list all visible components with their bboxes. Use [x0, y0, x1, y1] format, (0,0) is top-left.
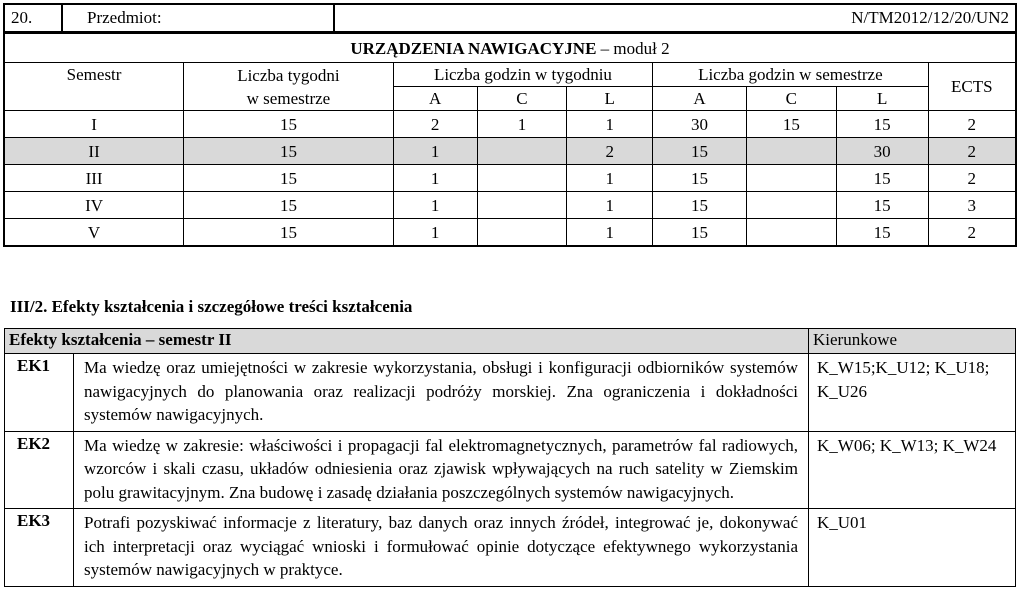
cell-week-a: 1 [393, 192, 477, 219]
table-row [4, 219, 1016, 247]
col-semester: Semestr [4, 63, 184, 111]
cell-semester: V [4, 219, 184, 247]
effects-table [4, 328, 1016, 587]
cell-ects: 2 [928, 138, 1016, 165]
subject-label: Przedmiot: [62, 4, 334, 32]
cell-weeks: 15 [184, 192, 394, 219]
cell-semester: I [4, 111, 184, 138]
sub-sem-a: A [653, 87, 747, 111]
cell-week-c [477, 138, 567, 165]
cell-ects: 2 [928, 219, 1016, 247]
cell-semester: III [4, 165, 184, 192]
schedule-table [3, 32, 1017, 247]
cell-semester: IV [4, 192, 184, 219]
schedule-title-rest: – moduł 2 [596, 38, 670, 58]
sub-week-a: A [393, 87, 477, 111]
col-ects: ECTS [928, 63, 1016, 111]
cell-sem-c [746, 219, 836, 247]
cell-week-l: 1 [567, 219, 653, 247]
schedule-title-bold: URZĄDZENIA NAWIGACYJNE [350, 38, 597, 58]
section-title: III/2. Efekty kształcenia i szczegółowe treści kształcenia [10, 297, 413, 316]
cell-week-a: 2 [393, 111, 477, 138]
cell-sem-a: 15 [653, 192, 747, 219]
cell-sem-c [746, 192, 836, 219]
cell-week-a: 1 [393, 219, 477, 247]
cell-week-a: 1 [393, 138, 477, 165]
effect-kierunkowe: K_U01 [809, 509, 1016, 587]
effect-kierunkowe: K_W06; K_W13; K_W24 [809, 431, 1016, 509]
cell-week-c [477, 219, 567, 247]
subject-code: N/TM2012/12/20/UN2 [334, 4, 1016, 32]
effect-description: Ma wiedzę w zakresie: właściwości i propagacji fal elektromagnetycznych, parametrów fal radiowych, wzorców i skali czasu, układów odniesienia oraz zjawisk wpływających na ruch satelity w Ziemskim polu grawitacyjnym. Zna budowę i zasadę działania poszczególnych systemów nawigacyjnych. [74, 431, 809, 509]
cell-sem-c [746, 165, 836, 192]
cell-sem-c: 15 [746, 111, 836, 138]
cell-sem-l: 15 [836, 111, 928, 138]
effects-header-right: Kierunkowe [809, 329, 1016, 354]
cell-ects: 2 [928, 111, 1016, 138]
cell-week-l: 2 [567, 138, 653, 165]
cell-weeks: 15 [184, 219, 394, 247]
schedule-title [4, 33, 1016, 63]
cell-sem-c [746, 138, 836, 165]
cell-sem-a: 15 [653, 219, 747, 247]
col-weeks-line1: Liczba tygodni [237, 65, 340, 85]
table-row [4, 165, 1016, 192]
cell-week-a: 1 [393, 165, 477, 192]
cell-week-c [477, 165, 567, 192]
sub-sem-c: C [746, 87, 836, 111]
cell-week-c: 1 [477, 111, 567, 138]
cell-weeks: 15 [184, 111, 394, 138]
table-row [4, 192, 1016, 219]
effect-description: Ma wiedzę oraz umiejętności w zakresie wykorzystania, obsługi i konfiguracji odbiorników systemów nawigacyjnych do planowania oraz realizacji podróży morskiej. Zna ograniczenia i dokładności systemów nawigacyjnych. [74, 354, 809, 432]
cell-week-c [477, 192, 567, 219]
subject-number: 20. [4, 4, 62, 32]
col-weeks-line2: w semestrze [246, 88, 331, 108]
col-weeks [184, 63, 394, 111]
effect-row [5, 431, 1016, 509]
sub-week-c: C [477, 87, 567, 111]
col-hours-week: Liczba godzin w tygodniu [393, 63, 652, 87]
cell-sem-l: 15 [836, 165, 928, 192]
effect-row [5, 509, 1016, 587]
cell-sem-l: 30 [836, 138, 928, 165]
cell-sem-l: 15 [836, 219, 928, 247]
cell-sem-a: 30 [653, 111, 747, 138]
sub-week-l: L [567, 87, 653, 111]
cell-week-l: 1 [567, 165, 653, 192]
effects-header-row [5, 329, 1016, 354]
cell-weeks: 15 [184, 165, 394, 192]
effect-code: EK1 [5, 354, 74, 432]
sub-sem-l: L [836, 87, 928, 111]
cell-weeks: 15 [184, 138, 394, 165]
table-row [4, 111, 1016, 138]
cell-week-l: 1 [567, 192, 653, 219]
cell-semester: II [4, 138, 184, 165]
cell-ects: 2 [928, 165, 1016, 192]
effect-description: Potrafi pozyskiwać informacje z literatury, baz danych oraz innych źródeł, integrować je, dokonywać ich interpretacji oraz wyciągać wnioski i formułować opinie dotyczące efektywnego wykorzystania systemów nawigacyjnych w praktyce. [74, 509, 809, 587]
cell-sem-l: 15 [836, 192, 928, 219]
effect-code: EK3 [5, 509, 74, 587]
header-table [3, 3, 1017, 33]
col-hours-semester: Liczba godzin w semestrze [653, 63, 928, 87]
table-row-highlighted [4, 138, 1016, 165]
cell-week-l: 1 [567, 111, 653, 138]
effects-header-left: Efekty kształcenia – semestr II [5, 329, 809, 354]
effect-row [5, 354, 1016, 432]
cell-sem-a: 15 [653, 138, 747, 165]
cell-ects: 3 [928, 192, 1016, 219]
effect-kierunkowe: K_W15;K_U12; K_U18; K_U26 [809, 354, 1016, 432]
cell-sem-a: 15 [653, 165, 747, 192]
effect-code: EK2 [5, 431, 74, 509]
